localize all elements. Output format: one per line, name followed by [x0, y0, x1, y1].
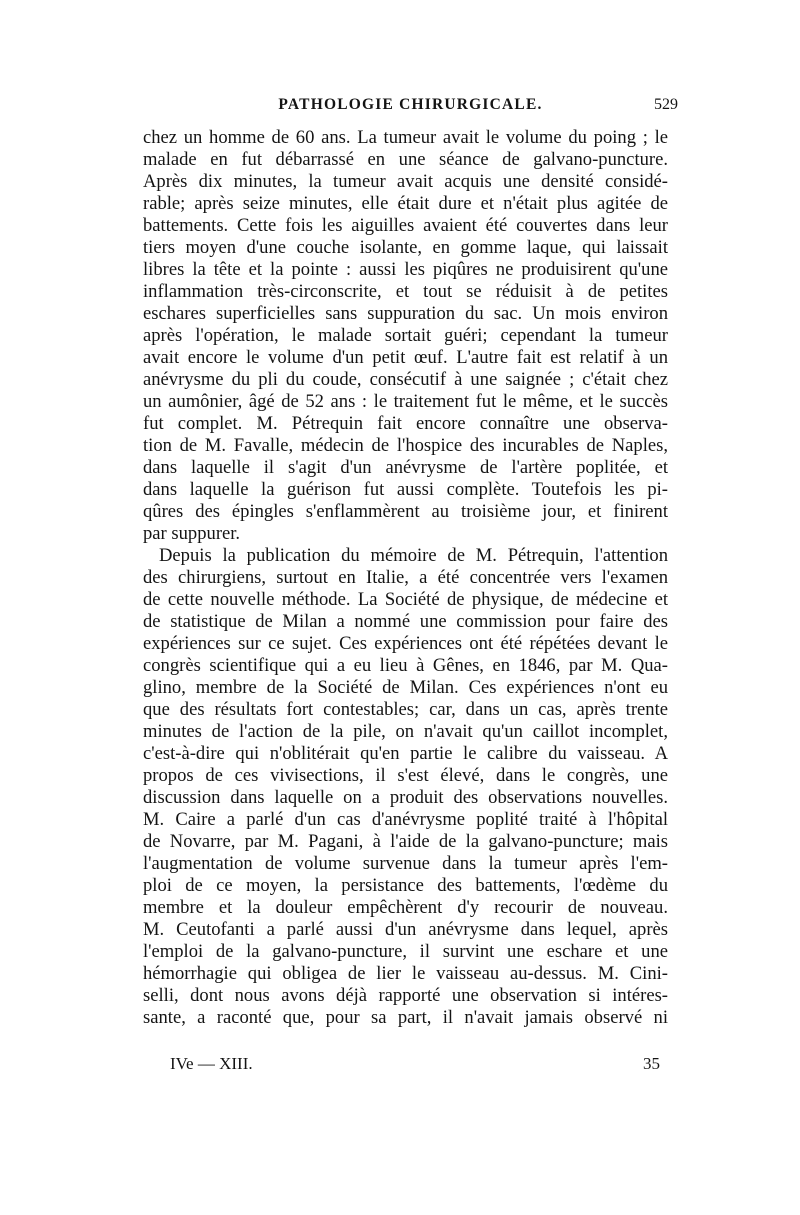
sheet-number: 35 [643, 1054, 660, 1073]
text-line: dans laquelle la guérison fut aussi complète. Toutefois les pi- [143, 479, 668, 500]
text-line: tion de M. Favalle, médecin de l'hospice des incurables de Naples, [143, 435, 668, 456]
text-line: avait encore le volume d'un petit œuf. L'autre fait est relatif à un [143, 347, 668, 368]
text-line: de cette nouvelle méthode. La Société de physique, de médecine et [143, 589, 668, 610]
text-line: l'emploi de la galvano-puncture, il survint une eschare et une [143, 941, 668, 962]
running-title: PATHOLOGIE CHIRURGICALE. [278, 96, 543, 113]
text-line: sante, a raconté que, pour sa part, il n'avait jamais observé ni [143, 1007, 668, 1028]
text-line: tiers moyen d'une couche isolante, en gomme laque, qui laissait [143, 237, 668, 258]
text-line: selli, dont nous avons déjà rapporté une observation si intéres- [143, 985, 668, 1006]
text-line: hémorrhagie qui obligea de lier le vaisseau au-dessus. M. Cini- [143, 963, 668, 984]
body-text [143, 127, 668, 1029]
text-line: M. Ceutofanti a parlé aussi d'un anévrysme dans lequel, après [143, 919, 668, 940]
text-line: minutes de l'action de la pile, on n'avait qu'un caillot incomplet, [143, 721, 668, 742]
text-line: M. Caire a parlé d'un cas d'anévrysme poplité traité à l'hôpital [143, 809, 668, 830]
text-line: un aumônier, âgé de 52 ans : le traitement fut le même, et le succès [143, 391, 668, 412]
text-line: fut complet. M. Pétrequin fait encore connaître une observa- [143, 413, 668, 434]
text-line: qûres des épingles s'enflammèrent au troisième jour, et finirent [143, 501, 668, 522]
text-line: c'est-à-dire qui n'oblitérait qu'en partie le calibre du vaisseau. A [143, 743, 668, 764]
text-line: membre et la douleur empêchèrent d'y recourir de nouveau. [143, 897, 668, 918]
text-line: chez un homme de 60 ans. La tumeur avait le volume du poing ; le [143, 127, 668, 148]
text-line: discussion dans laquelle on a produit des observations nouvelles. [143, 787, 668, 808]
text-line: de statistique de Milan a nommé une commission pour faire des [143, 611, 668, 632]
page-number: 529 [654, 96, 678, 113]
text-line: des chirurgiens, surtout en Italie, a été concentrée vers l'examen [143, 567, 668, 588]
text-line: de Novarre, par M. Pagani, à l'aide de la galvano-puncture; mais [143, 831, 668, 852]
text-line: Depuis la publication du mémoire de M. Pétrequin, l'attention [159, 545, 668, 566]
text-line: dans laquelle il s'agit d'un anévrysme de l'artère poplitée, et [143, 457, 668, 478]
text-line: congrès scientifique qui a eu lieu à Gênes, en 1846, par M. Qua- [143, 655, 668, 676]
text-line: eschares superficielles sans suppuration du sac. Un mois environ [143, 303, 668, 324]
text-line: expériences sur ce sujet. Ces expériences ont été répétées devant le [143, 633, 668, 654]
text-line: que des résultats fort contestables; car, dans un cas, après trente [143, 699, 668, 720]
signature-mark: IVe — XIII. [170, 1054, 253, 1073]
text-line: malade en fut débarrassé en une séance de galvano-puncture. [143, 149, 668, 170]
text-line: rable; après seize minutes, elle était dure et n'était plus agitée de [143, 193, 668, 214]
text-line: anévrysme du pli du coude, consécutif à une saignée ; c'était chez [143, 369, 668, 390]
page-footer [170, 1053, 660, 1075]
text-line: ploi de ce moyen, la persistance des battements, l'œdème du [143, 875, 668, 896]
text-line: après l'opération, le malade sortait guéri; cependant la tumeur [143, 325, 668, 346]
running-head [143, 92, 678, 118]
text-line: battements. Cette fois les aiguilles avaient été couvertes dans leur [143, 215, 668, 236]
text-line: glino, membre de la Société de Milan. Ces expériences n'ont eu [143, 677, 668, 698]
text-line: par suppurer. [143, 523, 241, 544]
text-line: inflammation très-circonscrite, et tout se réduisit à de petites [143, 281, 668, 302]
text-line: libres la tête et la pointe : aussi les piqûres ne produisirent qu'une [143, 259, 668, 280]
text-line: propos de ces vivisections, il s'est élevé, dans le congrès, une [143, 765, 668, 786]
text-line: l'augmentation de volume survenue dans la tumeur après l'em- [143, 853, 668, 874]
text-line: Après dix minutes, la tumeur avait acquis une densité considé- [143, 171, 668, 192]
